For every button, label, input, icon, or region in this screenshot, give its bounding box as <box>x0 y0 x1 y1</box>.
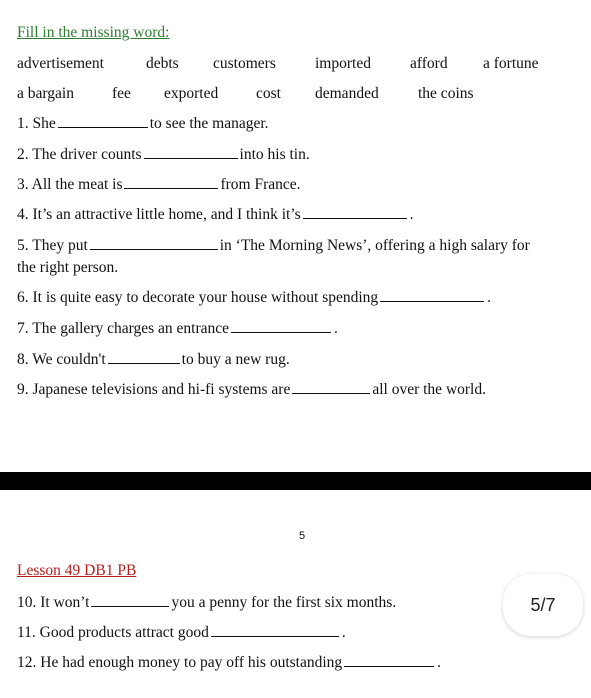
question-text: into his tin. <box>239 146 310 163</box>
word-bank-item: demanded <box>315 85 379 102</box>
question-text: . <box>487 289 492 306</box>
question-text: 10. It won’t <box>17 594 90 611</box>
question-10 <box>17 594 396 612</box>
question-4 <box>17 206 414 224</box>
question-text: to see the manager. <box>149 115 269 132</box>
word-bank-item: a bargain <box>17 85 74 102</box>
question-text: to buy a new rug. <box>181 351 290 368</box>
question-text: . <box>341 624 346 641</box>
question-text: 3. All the meat is <box>17 176 123 193</box>
question-text: you a penny for the first six months. <box>171 594 397 611</box>
answer-blank[interactable] <box>380 289 484 302</box>
question-12 <box>17 654 441 672</box>
word-bank-item: fee <box>112 85 131 102</box>
question-7 <box>17 320 338 338</box>
lesson-title: Lesson 49 DB1 PB <box>17 562 137 579</box>
question-2 <box>17 146 310 164</box>
word-bank-item: debts <box>146 55 179 72</box>
answer-blank[interactable] <box>124 176 218 189</box>
section-title: Fill in the missing word: <box>17 24 170 41</box>
question-text: 8. We couldn't <box>17 351 106 368</box>
question-text: from France. <box>220 176 301 193</box>
word-bank-item: cost <box>256 85 281 102</box>
question-text: . <box>334 320 338 337</box>
question-text: all over the world. <box>372 381 486 398</box>
page-divider <box>0 472 591 490</box>
page-number: 5 <box>299 530 306 542</box>
answer-blank[interactable] <box>303 206 407 219</box>
answer-blank[interactable] <box>108 351 180 364</box>
question-text: in ‘The Morning News’, offering a high salary for <box>219 237 530 254</box>
question-3 <box>17 176 301 194</box>
answer-blank[interactable] <box>292 381 370 394</box>
answer-blank[interactable] <box>231 320 331 333</box>
answer-blank[interactable] <box>211 624 339 637</box>
question-9 <box>17 381 486 399</box>
question-5 <box>17 237 530 255</box>
question-text: 5. They put <box>17 237 88 254</box>
question-text: . <box>437 654 442 671</box>
page-counter-badge: 5/7 <box>503 574 583 636</box>
question-text: 12. He had enough money to pay off his outstanding <box>17 654 343 671</box>
question-8 <box>17 351 290 369</box>
question-text: 1. She <box>17 115 56 132</box>
answer-blank[interactable] <box>58 115 148 128</box>
question-text: 2. The driver counts <box>17 146 142 163</box>
answer-blank[interactable] <box>90 237 218 250</box>
question-11 <box>17 624 346 642</box>
question-1 <box>17 115 269 133</box>
question-6 <box>17 289 491 307</box>
question-text: 7. The gallery charges an entrance <box>17 320 230 337</box>
word-bank-item: the coins <box>418 85 474 102</box>
word-bank-item: customers <box>213 55 276 72</box>
answer-blank[interactable] <box>144 146 238 159</box>
word-bank-item: a fortune <box>483 55 539 72</box>
word-bank-item: exported <box>164 85 219 102</box>
word-bank-item: afford <box>410 55 448 72</box>
question-text: 6. It is quite easy to decorate your house without spending <box>17 289 379 306</box>
question-5-continued: the right person. <box>17 259 119 276</box>
question-text: 11. Good products attract good <box>17 624 209 641</box>
answer-blank[interactable] <box>344 654 434 667</box>
question-text: 9. Japanese televisions and hi-fi systems are <box>17 381 291 398</box>
question-text: 4. It’s an attractive little home, and I think it’s <box>17 206 301 223</box>
answer-blank[interactable] <box>91 594 169 607</box>
question-text: . <box>409 206 414 223</box>
word-bank-item: advertisement <box>17 55 104 72</box>
word-bank-item: imported <box>315 55 371 72</box>
